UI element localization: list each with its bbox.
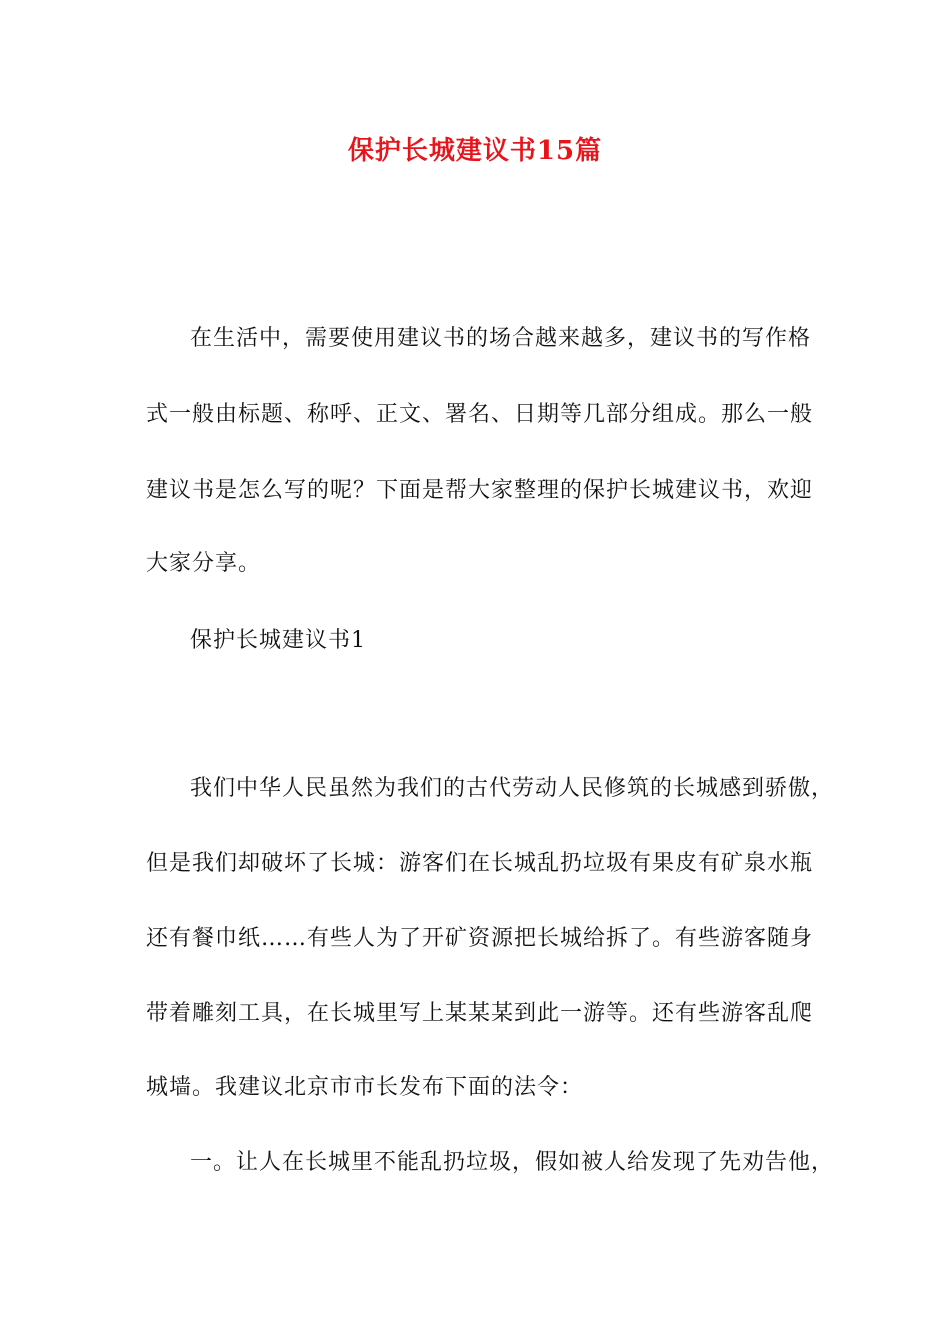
intro-line-3: 建议书是怎么写的呢？下面是帮大家整理的保护长城建议书，欢迎: [146, 478, 814, 503]
section-heading: 保护长城建议书1: [190, 628, 366, 653]
body-line-1: 我们中华人民虽然为我们的古代劳动人民修筑的长城感到骄傲，: [190, 776, 835, 801]
body-line-5: 城墙。我建议北京市市长发布下面的法令：: [146, 1075, 584, 1100]
body-line-3: 还有餐巾纸……有些人为了开矿资源把长城给拆了。有些游客随身: [146, 926, 814, 951]
body-line-4: 带着雕刻工具，在长城里写上某某某到此一游等。还有些游客乱爬: [146, 1001, 814, 1026]
body-line-2: 但是我们却破坏了长城：游客们在长城乱扔垃圾有果皮有矿泉水瓶: [146, 851, 814, 876]
intro-line-4: 大家分享。: [146, 551, 262, 576]
intro-line-1: 在生活中，需要使用建议书的场合越来越多，建议书的写作格: [190, 326, 812, 351]
document-title: 保护长城建议书15篇: [347, 136, 603, 166]
intro-line-2: 式一般由标题、称呼、正文、署名、日期等几部分组成。那么一般: [146, 402, 814, 427]
body-line-6: 一。让人在长城里不能乱扔垃圾，假如被人给发现了先劝告他，: [190, 1150, 835, 1175]
